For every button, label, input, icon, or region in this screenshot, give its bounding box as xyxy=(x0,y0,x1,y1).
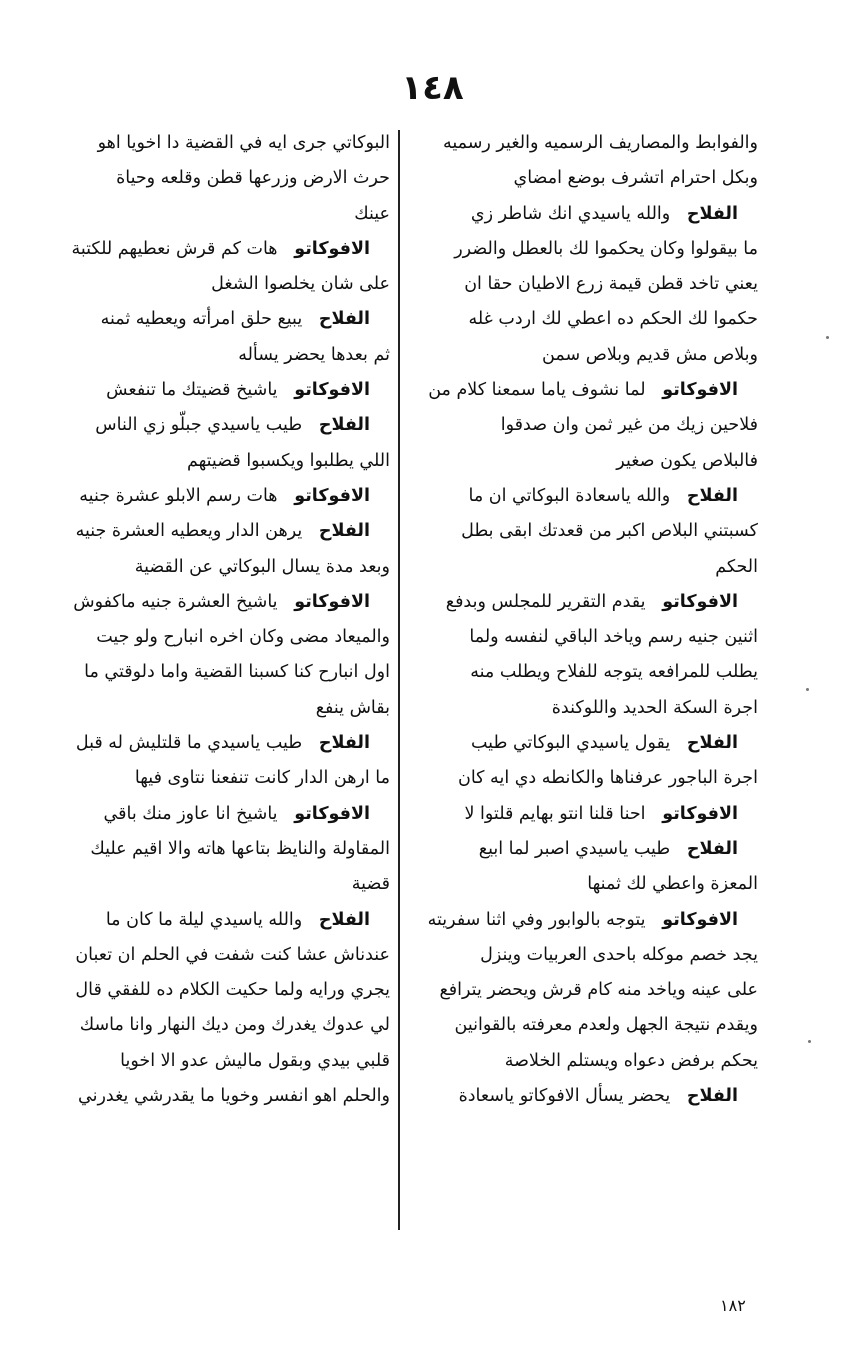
speaker-name: الافوكاتو xyxy=(662,909,738,930)
text-line xyxy=(408,691,758,726)
line-text: البوكاتي جرى ايه في القضية دا اخويا اهو xyxy=(97,133,390,153)
text-line xyxy=(38,514,390,549)
line-text: يعني تاخد قطن قيمة زرع الاطيان حقا ان xyxy=(464,274,758,295)
line-text: وبكل احترام اتشرف بوضع امضاي xyxy=(513,168,758,189)
speaker-name: الفلاح xyxy=(318,309,370,330)
text-line xyxy=(38,126,390,161)
line-text: حرث الارض وزرعها قطن وقلعه وحياة xyxy=(116,168,390,189)
text-line xyxy=(408,1079,758,1114)
text-line xyxy=(408,585,758,620)
line-text: هات كم قرش نعطيهم للكتبة xyxy=(71,238,278,259)
line-text: ياشيخ قضيتك ما تنفعش xyxy=(106,380,278,401)
line-text: والله ياسيدي انك شاطر زي xyxy=(470,203,671,224)
line-text: اثنين جنيه رسم وياخد الباقي لنفسه ولما xyxy=(469,627,758,648)
line-text: يقول ياسيدي البوكاتي طيب xyxy=(470,733,671,754)
left-text-column xyxy=(38,126,390,1114)
paper-speck xyxy=(806,688,809,691)
line-text: ياشيخ انا عاوز منك باقي xyxy=(103,803,278,824)
text-line xyxy=(408,408,758,443)
text-line xyxy=(38,903,390,938)
line-text: يطلب للمرافعه يتوجه للفلاح ويطلب منه xyxy=(470,662,758,683)
text-line xyxy=(38,1044,390,1079)
text-line xyxy=(38,302,390,337)
page-number: ١٤٨ xyxy=(401,68,464,108)
text-line xyxy=(38,408,390,443)
text-line xyxy=(38,973,390,1008)
speaker-name: الافوكاتو xyxy=(294,238,370,259)
line-text: ثم بعدها يحضر يسأله xyxy=(238,344,390,365)
text-line xyxy=(38,197,390,232)
text-line xyxy=(408,903,758,938)
line-text: اجرة الباجور عرفناها والكانطه دي ايه كان xyxy=(457,768,758,789)
text-line xyxy=(408,832,758,867)
text-line xyxy=(408,514,758,549)
line-text: طيب ياسيدي جبلّو زي الناس xyxy=(95,415,303,436)
line-text: فالبلاص يكون صغير xyxy=(616,450,758,471)
text-line xyxy=(408,373,758,408)
line-text: والميعاد مضى وكان اخره انبارح ولو جيت xyxy=(96,627,390,648)
line-text: والله ياسيدي ليلة ما كان ما xyxy=(105,909,303,930)
speaker-name: الفلاح xyxy=(686,203,738,224)
line-text: يقدم التقرير للمجلس وبدفع xyxy=(445,591,646,612)
line-text: يتوجه بالوابور وفي اثنا سفريته xyxy=(427,909,646,930)
text-line xyxy=(408,338,758,373)
line-text: على عينه وياخد منه كام قرش ويحضر يترافع xyxy=(439,980,758,1001)
text-line xyxy=(408,938,758,973)
speaker-name: الفلاح xyxy=(686,838,738,859)
line-text: حكموا لك الحكم ده اعطي لك اردب غله xyxy=(468,309,758,330)
line-text: بقاش ينفع xyxy=(315,697,390,718)
text-line xyxy=(38,655,390,690)
line-text: فلاحين زيك من غير ثمن وان صدقوا xyxy=(500,415,758,436)
line-text: ما بيقولوا وكان يحكموا لك بالعطل والضرر xyxy=(454,238,758,259)
text-line xyxy=(38,832,390,867)
speaker-name: الافوكاتو xyxy=(294,485,370,506)
speaker-name: الفلاح xyxy=(686,485,738,506)
line-text: يحكم برفض دعواه ويستلم الخلاصة xyxy=(504,1050,758,1071)
column-divider xyxy=(398,130,400,1230)
speaker-name: الافوكاتو xyxy=(294,591,370,612)
text-line xyxy=(408,761,758,796)
text-line xyxy=(38,479,390,514)
text-line xyxy=(38,938,390,973)
text-line xyxy=(38,867,390,902)
line-text: ويقدم نتيجة الجهل ولعدم معرفته بالقوانين xyxy=(454,1015,758,1036)
line-text: والله ياسعادة البوكاتي ان ما xyxy=(468,485,671,506)
line-text: والحلم اهو انفسر وخويا ما يقدرشي يغدرني xyxy=(78,1086,390,1107)
speaker-name: الفلاح xyxy=(318,733,370,754)
text-line xyxy=(408,1044,758,1079)
speaker-name: الفلاح xyxy=(686,1086,738,1107)
text-line xyxy=(408,973,758,1008)
text-line xyxy=(408,1008,758,1043)
line-text: عندناش عشا كنت شفت في الحلم ان تعبان xyxy=(75,944,390,965)
text-line xyxy=(38,161,390,196)
text-line xyxy=(38,338,390,373)
text-line xyxy=(408,126,758,161)
line-text: عينك xyxy=(354,203,390,224)
line-text: اجرة السكة الحديد واللوكندة xyxy=(551,697,758,718)
speaker-name: الفلاح xyxy=(318,909,370,930)
text-line xyxy=(38,620,390,655)
text-line xyxy=(408,444,758,479)
line-text: يجري ورايه ولما حكيت الكلام ده للفقي قال xyxy=(75,980,390,1001)
text-line xyxy=(408,161,758,196)
paper-speck xyxy=(826,336,829,339)
line-text: يجد خصم موكله باحدى العربيات وينزل xyxy=(480,944,758,965)
speaker-name: الافوكاتو xyxy=(294,380,370,401)
line-text: اللي يطلبوا ويكسبوا قضيتهم xyxy=(186,450,390,471)
line-text: كسبتني البلاص اكبر من قعدتك ابقى بطل xyxy=(461,521,758,542)
text-line xyxy=(38,797,390,832)
text-line xyxy=(408,267,758,302)
text-line xyxy=(38,1079,390,1114)
text-line xyxy=(408,867,758,902)
line-text: هات رسم الابلو عشرة جنيه xyxy=(79,485,278,506)
text-line xyxy=(408,479,758,514)
text-line xyxy=(38,585,390,620)
text-line xyxy=(408,302,758,337)
line-text: قلبي بيدي وبقول ماليش عدو الا اخويا xyxy=(120,1050,390,1071)
line-text: على شان يخلصوا الشغل xyxy=(211,274,390,295)
line-text: يبيع حلق امرأته ويعطيه ثمنه xyxy=(100,309,303,330)
text-line xyxy=(408,726,758,761)
line-text: والفوابط والمصاريف الرسميه والغير رسميه xyxy=(442,133,758,153)
line-text: اول انبارح كنا كسبنا القضية واما دلوقتي ما xyxy=(84,662,390,683)
line-text: يحضر يسأل الافوكاتو ياسعادة xyxy=(458,1086,671,1107)
text-line xyxy=(38,373,390,408)
line-text: طيب ياسيدي اصبر لما ابيع xyxy=(478,838,671,859)
text-line xyxy=(408,620,758,655)
speaker-name: الافوكاتو xyxy=(662,803,738,824)
folio-number: ١٨٢ xyxy=(720,1296,746,1315)
text-line xyxy=(408,197,758,232)
line-text: ما ارهن الدار كانت تنفعنا نتاوى فيها xyxy=(134,768,390,789)
line-text: يرهن الدار ويعطيه العشرة جنيه xyxy=(75,521,303,542)
text-line xyxy=(408,550,758,585)
right-text-column xyxy=(408,126,758,1114)
line-text: قضية xyxy=(351,874,390,895)
line-text: احنا قلنا انتو بهايم قلتوا لا xyxy=(464,803,646,824)
speaker-name: الفلاح xyxy=(318,521,370,542)
speaker-name: الافوكاتو xyxy=(662,591,738,612)
text-line xyxy=(38,232,390,267)
text-line xyxy=(38,267,390,302)
text-line xyxy=(38,1008,390,1043)
paper-speck xyxy=(808,1040,811,1043)
speaker-name: الافوكاتو xyxy=(662,380,738,401)
text-line xyxy=(408,797,758,832)
line-text: لي عدوك يغدرك ومن ديك النهار وانا ماسك xyxy=(79,1015,390,1036)
text-line xyxy=(38,550,390,585)
text-line xyxy=(38,726,390,761)
line-text: الحكم xyxy=(715,556,758,577)
text-line xyxy=(38,761,390,796)
speaker-name: الفلاح xyxy=(318,415,370,436)
line-text: وبلاص مش قديم وبلاص سمن xyxy=(542,344,758,365)
text-line xyxy=(38,691,390,726)
line-text: المعزة واعطي لك ثمنها xyxy=(587,874,758,895)
text-line xyxy=(408,232,758,267)
line-text: وبعد مدة يسال البوكاتي عن القضية xyxy=(134,556,390,577)
line-text: لما نشوف ياما سمعنا كلام من xyxy=(428,380,646,401)
line-text: المقاولة والنايظ بتاعها هاته والا اقيم عليك xyxy=(90,838,390,859)
line-text: طيب ياسيدي ما قلتليش له قبل xyxy=(75,733,303,754)
text-line xyxy=(38,444,390,479)
line-text: ياشيخ العشرة جنيه ماكفوش xyxy=(73,591,278,612)
text-line xyxy=(408,655,758,690)
speaker-name: الافوكاتو xyxy=(294,803,370,824)
speaker-name: الفلاح xyxy=(686,733,738,754)
